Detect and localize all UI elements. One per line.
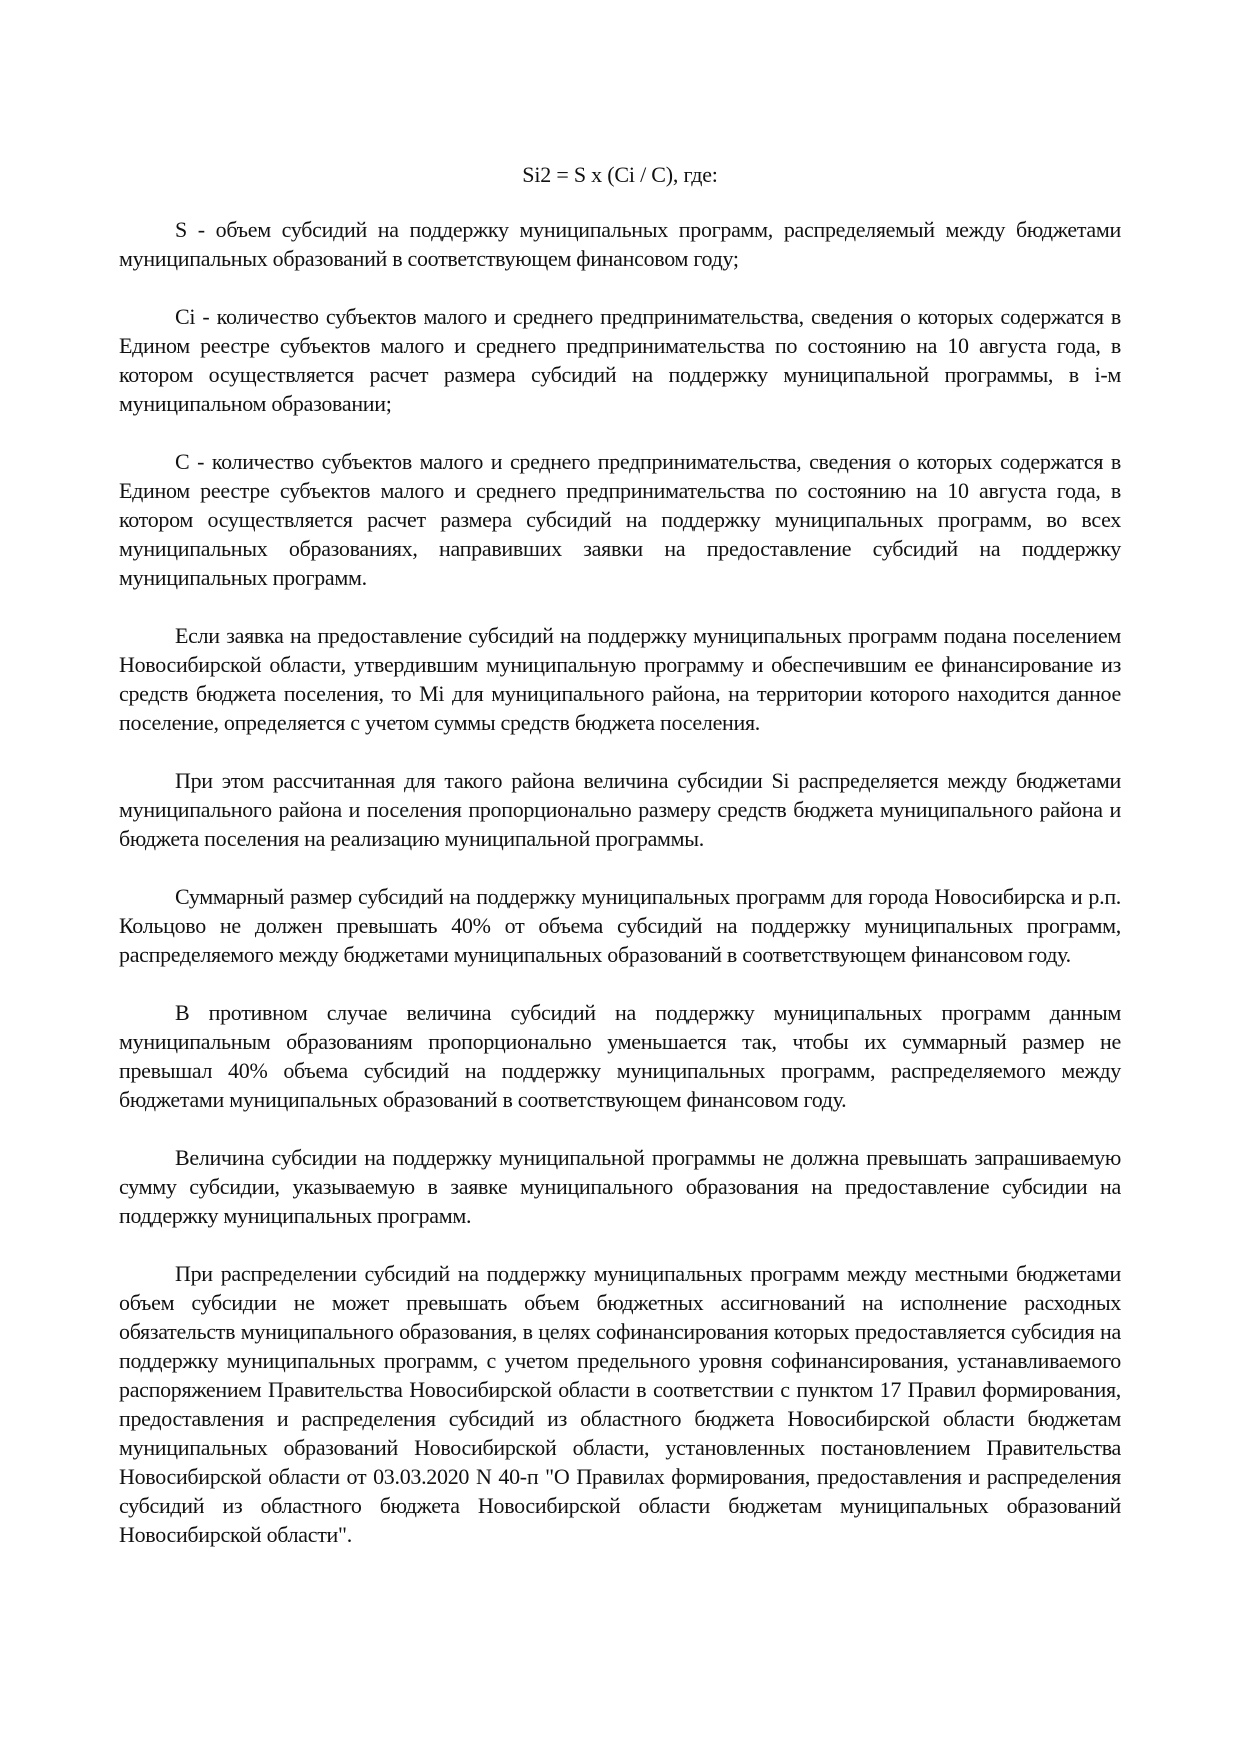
paragraph-ci-definition: Ci - количество субъектов малого и среднего предпринимательства, сведения о которых содержатся в Едином реестре субъектов малого и среднего предпринимательства по состоянию на 10 августа года, в котором осуществляется расчет размера субсидий на поддержку муниципальной программы, в i-м муниципальном образовании; — [119, 304, 1121, 416]
paragraph-c-definition: C - количество субъектов малого и среднего предпринимательства, сведения о которых содержатся в Едином реестре субъектов малого и среднего предпринимательства по состоянию на 10 августа года, в котором осуществляется расчет размера субсидий на поддержку муниципальных программ, во всех муниципальных образованиях, направивших заявки на предоставление субсидий на поддержку муниципальных программ. — [119, 449, 1121, 590]
paragraph-cofinancing-limit: При распределении субсидий на поддержку муниципальных программ между местными бюджетами объем субсидии не может превышать объем бюджетных ассигнований на исполнение расходных обязательств муниципального образования, в целях софинансирования которых предоставляется субсидия на поддержку муниципальных программ, с учетом предельного уровня софинансирования, устанавливаемого распоряжением Правительства Новосибирской области в соответствии с пунктом 17 Правил формирования, предоставления и распределения субсидий из областного бюджета Новосибирской области бюджетам муниципальных образований Новосибирской области, установленных постановлением Правительства Новосибирской области от 03.03.2020 N 40-п "О Правилах формирования, предоставления и распределения субсидий из областного бюджета Новосибирской области бюджетам муниципальных образований Новосибирской области". — [119, 1261, 1121, 1547]
document-page — [119, 160, 1121, 1578]
paragraph-s-definition: S - объем субсидий на поддержку муниципальных программ, распределяемый между бюджетами муниципальных образований в соответствующем финансовом году; — [119, 217, 1121, 271]
paragraph-settlement-application: Если заявка на предоставление субсидий на поддержку муниципальных программ подана поселением Новосибирской области, утвердившим муниципальную программу и обеспечившим ее финансирование из средств бюджета поселения, то Mi для муниципального района, на территории которого находится данное поселение, определяется с учетом суммы средств бюджета поселения. — [119, 623, 1121, 735]
paragraph-novosibirsk-limit: Суммарный размер субсидий на поддержку муниципальных программ для города Новосибирска и р.п. Кольцово не должен превышать 40% от объема субсидий на поддержку муниципальных программ, распределяемого между бюджетами муниципальных образований в соответствующем финансовом году. — [119, 884, 1121, 967]
paragraph-subsidy-distribution: При этом рассчитанная для такого района величина субсидии Si распределяется между бюджетами муниципального района и поселения пропорционально размеру средств бюджета муниципального района и бюджета поселения на реализацию муниципальной программы. — [119, 768, 1121, 851]
paragraph-proportional-reduction: В противном случае величина субсидий на поддержку муниципальных программ данным муниципальным образованиям пропорционально уменьшается так, чтобы их суммарный размер не превышал 40% объема субсидий на поддержку муниципальных программ, распределяемого между бюджетами муниципальных образований в соответствующем финансовом году. — [119, 1000, 1121, 1112]
paragraph-requested-sum-limit: Величина субсидии на поддержку муниципальной программы не должна превышать запрашиваемую сумму субсидии, указываемую в заявке муниципального образования на предоставление субсидии на поддержку муниципальных программ. — [119, 1145, 1121, 1228]
formula-line: Si2 = S x (Ci / C), где: — [522, 162, 718, 187]
